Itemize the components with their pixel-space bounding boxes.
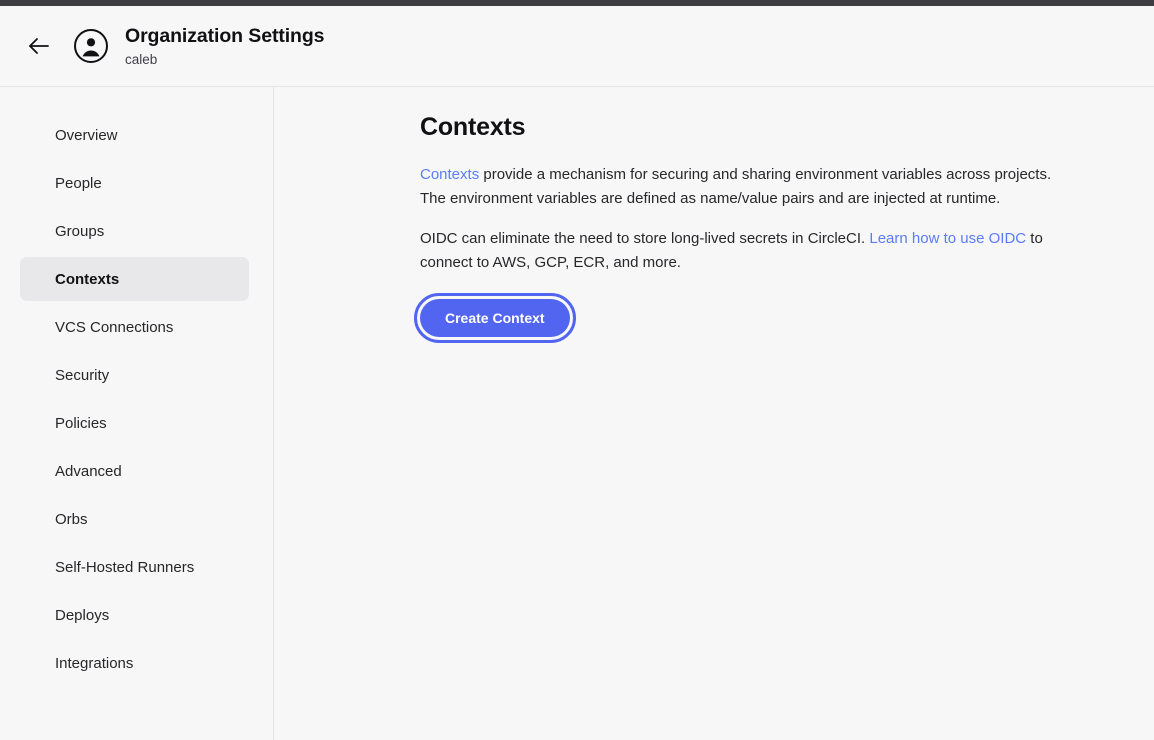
- sidebar-item-label: Deploys: [55, 606, 110, 624]
- header-titles: [125, 24, 324, 69]
- sidebar-item-overview[interactable]: [20, 113, 249, 157]
- create-context-button[interactable]: Create Context: [420, 299, 570, 337]
- page-body: [0, 87, 1154, 740]
- sidebar-item-policies[interactable]: [20, 401, 249, 445]
- oidc-description: [420, 227, 1065, 275]
- page-header: [0, 6, 1154, 87]
- sidebar-item-label: People: [55, 174, 102, 192]
- sidebar-item-self-hosted-runners[interactable]: [20, 545, 249, 589]
- oidc-description-after: to connect to AWS, GCP, ECR, and more.: [420, 230, 1043, 271]
- sidebar-item-groups[interactable]: [20, 209, 249, 253]
- sidebar-item-integrations[interactable]: [20, 641, 249, 685]
- org-name: caleb: [125, 51, 158, 67]
- page-title: Organization Settings: [125, 24, 325, 47]
- sidebar-item-label: Security: [55, 366, 110, 384]
- sidebar-item-deploys[interactable]: [20, 593, 249, 637]
- sidebar-item-label: Integrations: [55, 654, 134, 672]
- oidc-description-before: OIDC can eliminate the need to store long-lived secrets in CircleCI.: [420, 230, 870, 247]
- create-context-button-wrap: [420, 299, 1154, 337]
- contexts-description-text: provide a mechanism for securing and sharing environment variables across projects. The environment variables are defined as name/value pairs and are injected at runtime.: [420, 166, 1052, 207]
- sidebar-item-label: Contexts: [55, 270, 120, 288]
- sidebar-item-label: VCS Connections: [55, 318, 174, 336]
- contexts-panel: [274, 87, 1154, 740]
- sidebar-item-contexts[interactable]: [20, 257, 249, 301]
- sidebar-item-label: Groups: [55, 222, 105, 240]
- sidebar-item-label: Policies: [55, 414, 107, 432]
- sidebar-item-label: Orbs: [55, 510, 88, 528]
- settings-sidebar: [0, 87, 274, 740]
- contexts-doc-link[interactable]: Contexts: [420, 166, 480, 183]
- sidebar-item-advanced[interactable]: [20, 449, 249, 493]
- oidc-doc-link[interactable]: Learn how to use OIDC: [869, 230, 1027, 247]
- sidebar-item-label: Self-Hosted Runners: [55, 558, 195, 576]
- sidebar-item-vcs-connections[interactable]: [20, 305, 249, 349]
- contexts-heading: Contexts: [420, 113, 526, 141]
- sidebar-item-orbs[interactable]: [20, 497, 249, 541]
- sidebar-item-security[interactable]: [20, 353, 249, 397]
- sidebar-item-people[interactable]: [20, 161, 249, 205]
- back-button[interactable]: [22, 29, 56, 63]
- user-avatar-icon: [74, 29, 108, 63]
- contexts-description: [420, 163, 1065, 211]
- sidebar-item-label: Advanced: [55, 462, 122, 480]
- sidebar-item-label: Overview: [55, 126, 118, 144]
